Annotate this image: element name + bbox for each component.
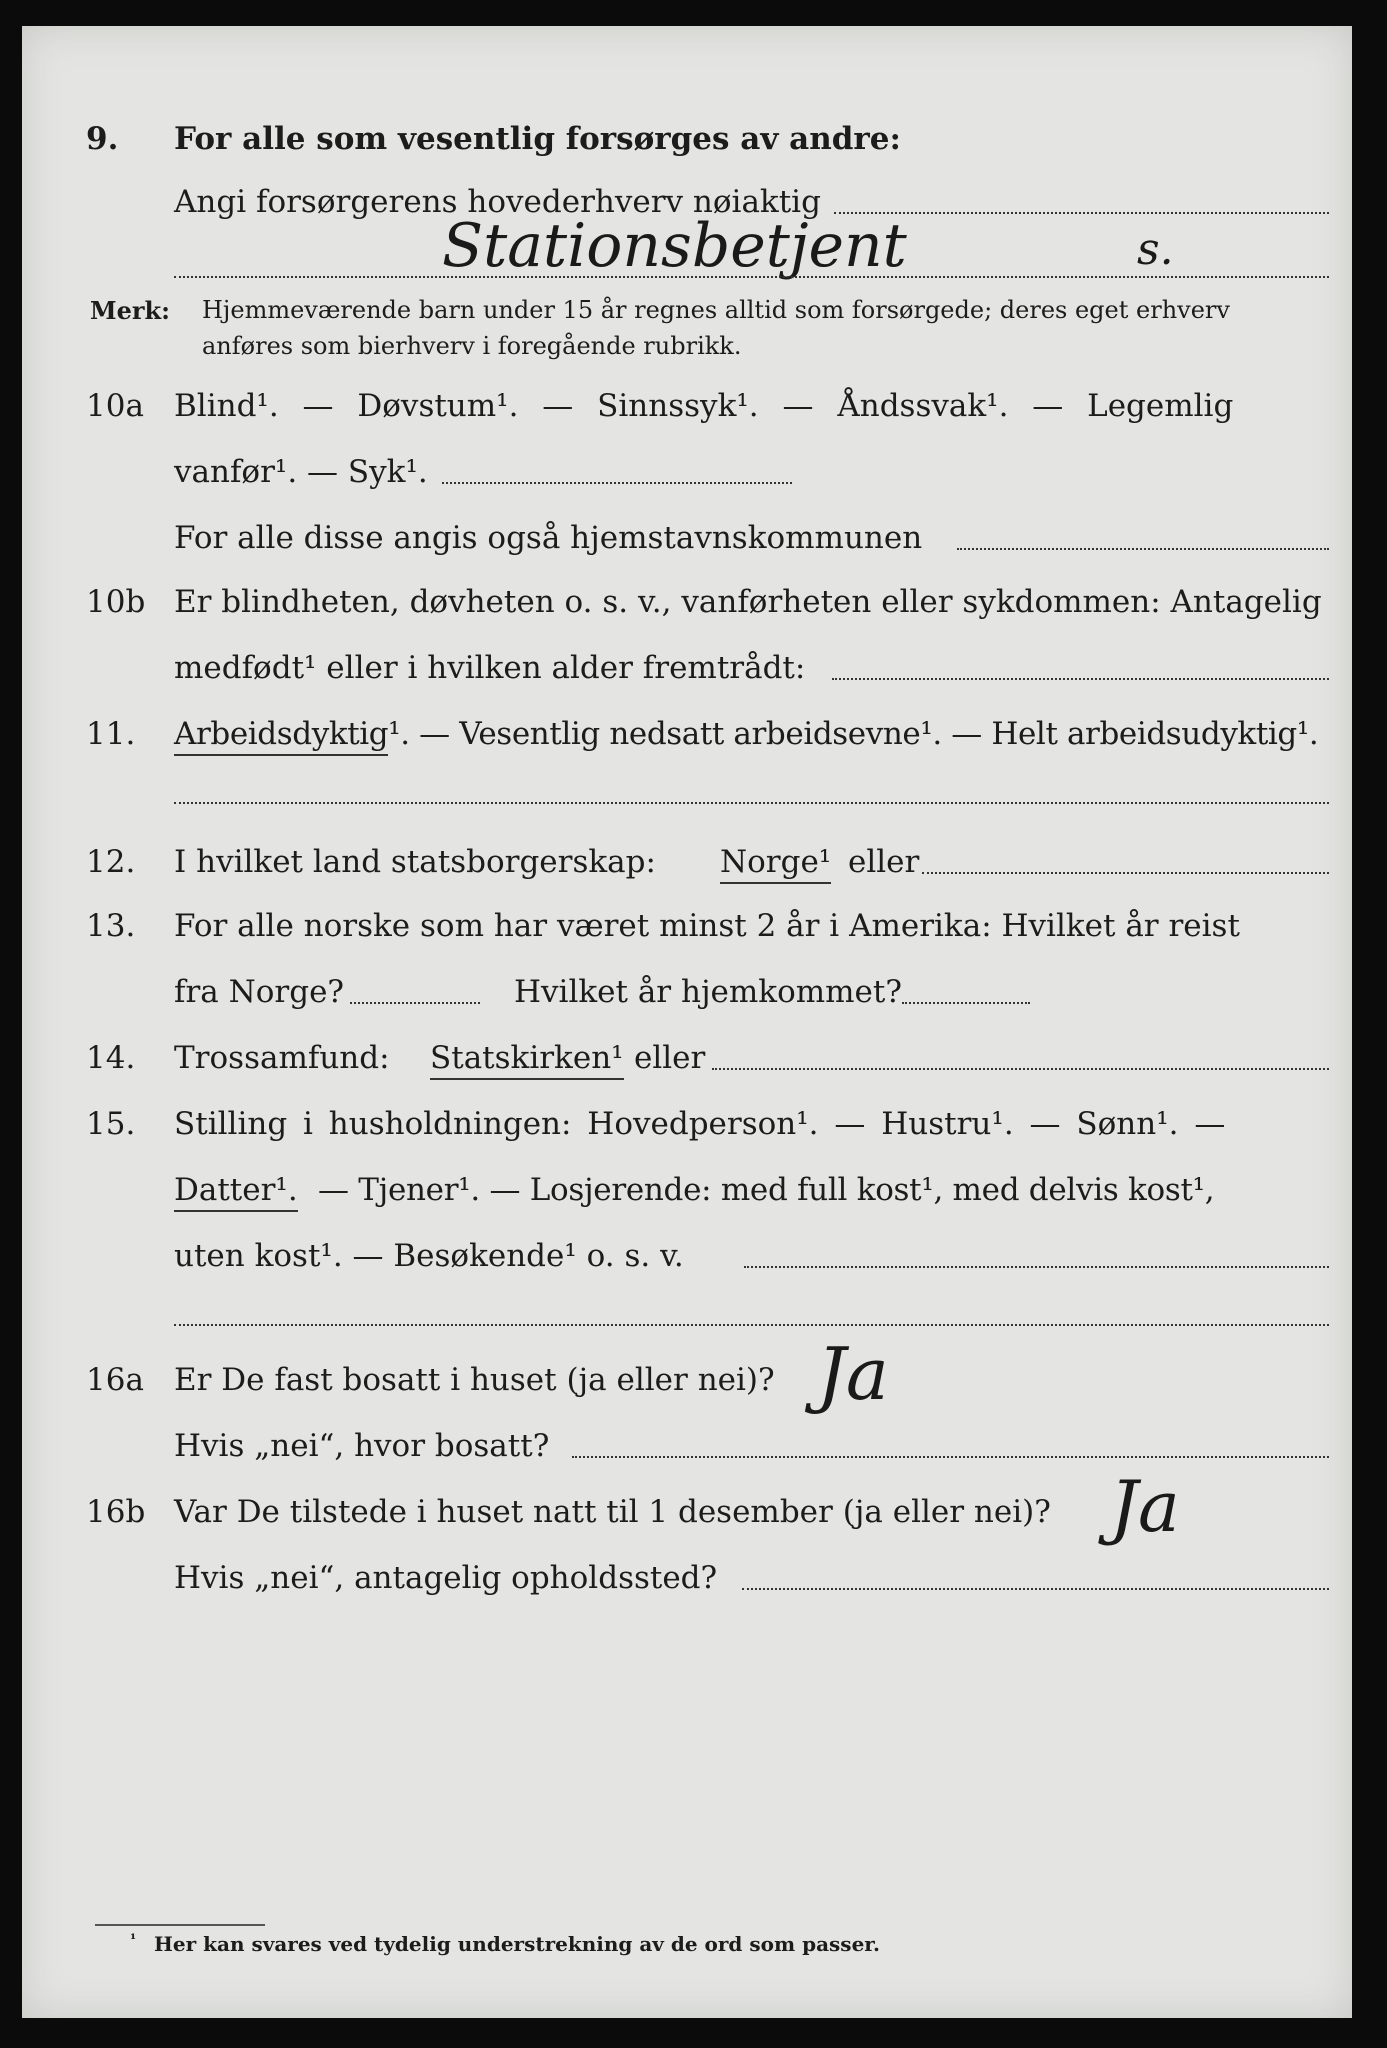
q11-rest: ¹. — Vesentlig nedsatt arbeidsevne¹. — Helt arbeidsudyktig¹. [388, 716, 1319, 752]
census-form-page [22, 26, 1352, 2018]
q16a-line-1 [22, 1362, 1352, 1412]
q13-text-1: For alle norske som har været minst 2 år i Amerika: Hvilket år reist [174, 908, 1240, 944]
q9-prompt-dotted-line [834, 212, 1329, 214]
q12-line [22, 844, 1352, 894]
q11-line [22, 716, 1352, 766]
q10b-text-1: Er blindheten, døvheten o. s. v., vanførheten eller sykdommen: Antagelig [174, 584, 1322, 620]
footnote-text: Her kan svares ved tydelig understrekning av de ord som passer. [154, 1932, 880, 1956]
q12-dotted-line [922, 872, 1329, 874]
q12-number: 12. [86, 844, 136, 880]
q16b-text-2: Hvis „nei“, antagelig opholdssted? [174, 1560, 718, 1596]
q10a-line-3 [22, 520, 1352, 570]
q15-number: 15. [86, 1106, 136, 1142]
q15-underlined-option: Datter¹. [174, 1172, 298, 1212]
q10a-text-1: Blind¹. — Døvstum¹. — Sinnssyk¹. — Åndssvak¹. — Legemlig [174, 388, 1234, 424]
q10b-dotted-line [832, 678, 1329, 680]
q13-line-2 [22, 974, 1352, 1024]
q12-rest: eller [848, 844, 920, 880]
q14-number: 14. [86, 1040, 136, 1076]
q14-rest: eller [634, 1040, 706, 1076]
q16b-handwritten-answer: Ja [1110, 1466, 1180, 1548]
q10b-number: 10b [86, 584, 146, 620]
q10a-number: 10a [86, 388, 144, 424]
q9-answer-dotted-line [174, 276, 1329, 278]
q16b-line-2 [22, 1560, 1352, 1610]
q14-text: Trossamfund: [174, 1040, 390, 1076]
q15-text-1: Stilling i husholdningen: Hovedperson¹. — Hustru¹. — Sønn¹. — [174, 1106, 1226, 1142]
q16b-number: 16b [86, 1494, 146, 1530]
q16a-dotted-line [572, 1456, 1329, 1458]
footnote-mark: ¹ [130, 1932, 137, 1948]
q15-dotted-line-2 [174, 1324, 1329, 1326]
q11-dotted-line [174, 802, 1329, 804]
q10a-text-3: For alle disse angis også hjemstavnskommunen [174, 520, 923, 556]
q10b-text-2: medfødt¹ eller i hvilken alder fremtrådt: [174, 650, 806, 686]
q9-title-line [22, 121, 1352, 171]
q15-line-2 [22, 1172, 1352, 1222]
q13-hjemkommet-dotted-line [902, 1002, 1030, 1004]
q15-line-3 [22, 1238, 1352, 1288]
q15-dotted-line-1 [744, 1266, 1329, 1268]
merk-line-2 [22, 332, 1352, 382]
q15-text-3: uten kost¹. — Besøkende¹ o. s. v. [174, 1238, 684, 1274]
q14-underlined-option: Statskirken¹ [430, 1040, 624, 1080]
q12-text: I hvilket land statsborgerskap: [174, 844, 656, 880]
q15-text-2: — Tjener¹. — Losjerende: med full kost¹, med delvis kost¹, [318, 1172, 1215, 1208]
q13-text-2b: Hvilket år hjemkommet? [514, 974, 902, 1010]
q9-handwritten-suffix: s. [1137, 224, 1174, 275]
q9-number: 9. [86, 121, 119, 157]
q15-line-1 [22, 1106, 1352, 1156]
q13-reist-dotted-line [350, 1002, 480, 1004]
q16b-text-1: Var De tilstede i huset natt til 1 desember (ja eller nei)? [174, 1494, 1051, 1530]
q10a-text-2: vanfør¹. — Syk¹. [174, 454, 428, 490]
q16a-text-2: Hvis „nei“, hvor bosatt? [174, 1428, 550, 1464]
q9-title: For alle som vesentlig forsørges av andre: [174, 121, 901, 157]
q11-number: 11. [86, 716, 136, 752]
q16a-number: 16a [86, 1362, 144, 1398]
q10b-line-2 [22, 650, 1352, 700]
q9-prompt: Angi forsørgerens hovederhverv nøiaktig [174, 184, 821, 220]
q10a-line-2 [22, 454, 1352, 504]
q12-underlined-option: Norge¹ [720, 844, 831, 884]
q13-line-1 [22, 908, 1352, 958]
merk-text-1: Hjemmeværende barn under 15 år regnes alltid som forsørgede; deres eget erhverv [202, 296, 1230, 324]
q9-handwritten-answer: Stationsbetjent [442, 211, 907, 281]
q10b-line-1 [22, 584, 1352, 634]
q11-underlined-option: Arbeidsdyktig [174, 716, 388, 756]
q13-number: 13. [86, 908, 136, 944]
q10a-hjemstavn-dotted-line [957, 548, 1329, 550]
q10a-syk-dotted-line [442, 482, 792, 484]
footnote-line [22, 1932, 1352, 1982]
q14-line [22, 1040, 1352, 1090]
merk-text-2: anføres som bierhverv i foregående rubrikk. [202, 332, 742, 360]
q14-dotted-line [712, 1068, 1329, 1070]
q16a-text-1: Er De fast bosatt i huset (ja eller nei)? [174, 1362, 775, 1398]
footnote-divider [95, 1924, 265, 1926]
q16b-dotted-line [742, 1588, 1329, 1590]
q16a-handwritten-answer: Ja [817, 1332, 889, 1416]
merk-label: Merk: [90, 296, 170, 325]
q13-text-2a: fra Norge? [174, 974, 345, 1010]
q10a-line-1 [22, 388, 1352, 438]
